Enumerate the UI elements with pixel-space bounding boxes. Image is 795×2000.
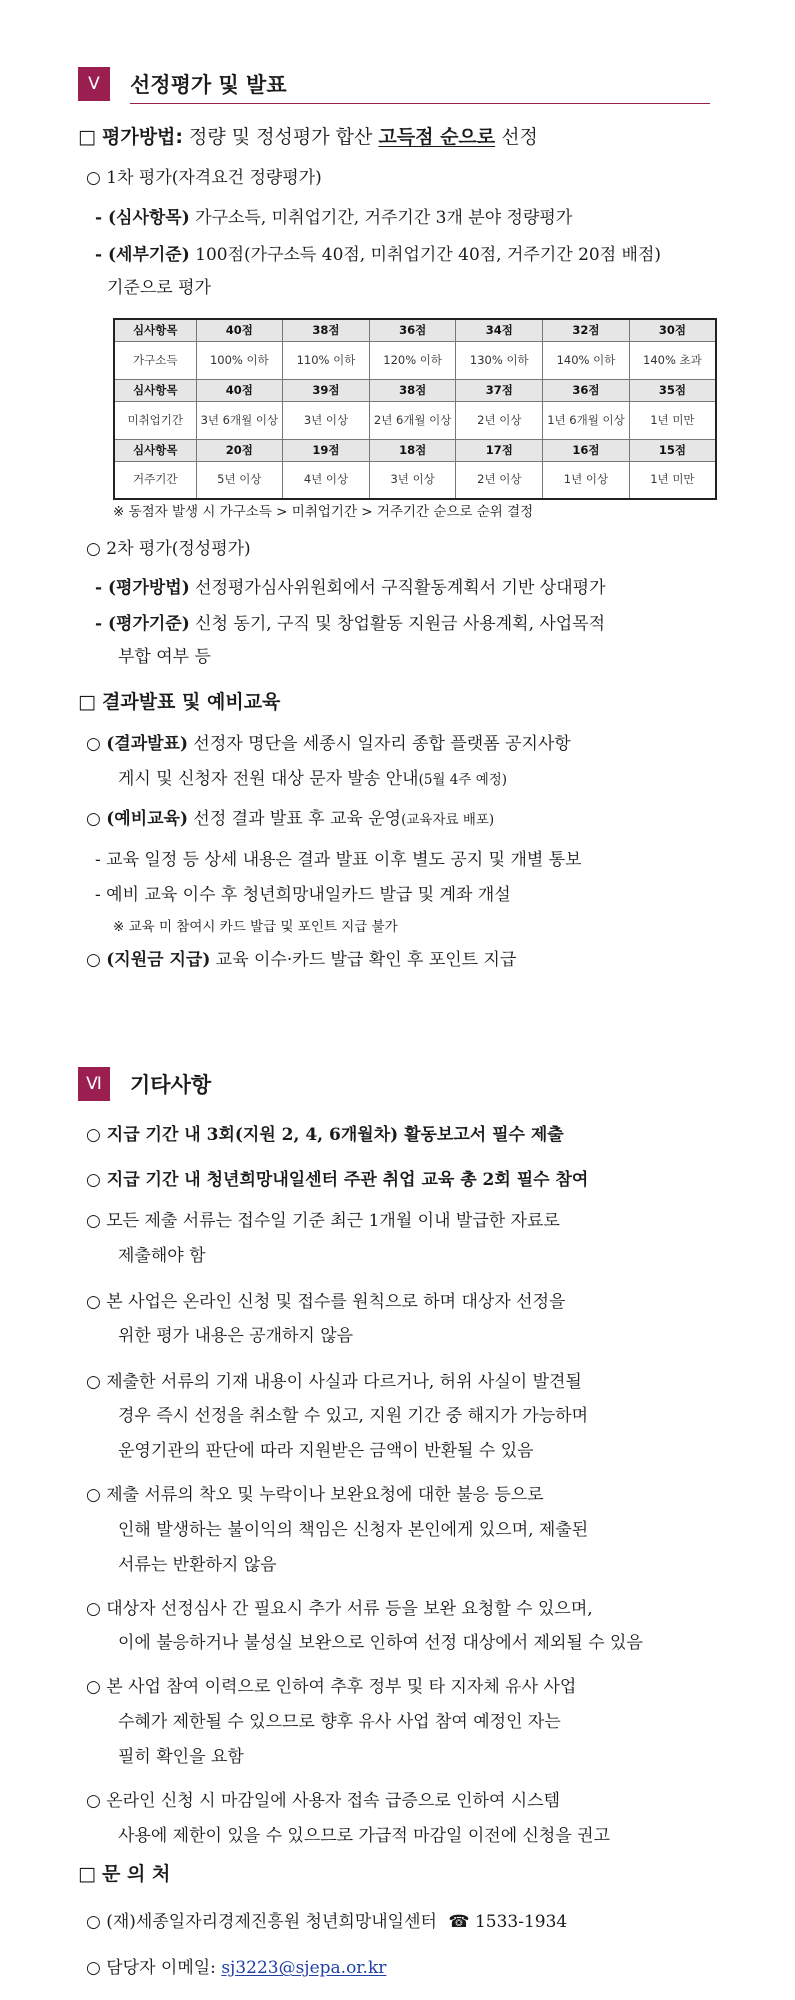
circle-icon: ○	[86, 1292, 101, 1312]
education-requirement: ○ 지급 기간 내 청년희망내일센터 주관 취업 교육 총 2회 필수 참여	[86, 1170, 589, 1190]
circle-icon: ○	[86, 1372, 101, 1392]
contact-phone: 1533-1934	[474, 1912, 568, 1932]
circle-icon: ○	[86, 1677, 101, 1697]
notice-7: ○ 온라인 신청 시 마감일에 사용자 접속 급증으로 인하여 시스템	[86, 1791, 561, 1811]
circle-icon: ○	[86, 1791, 101, 1811]
notice-1: ○ 모든 제출 서류는 접수일 기준 최근 1개월 이내 발급한 자료로	[86, 1211, 560, 1231]
notice-4-cont-1: 인해 발생하는 불이익의 책임은 신청자 본인에게 있으며, 제출된	[118, 1520, 589, 1540]
notice-6-cont-1: 수혜가 제한될 수 있으므로 향후 유사 사업 참여 예정인 자는	[118, 1712, 561, 1732]
circle-icon: ○	[86, 1170, 101, 1190]
circle-icon: ○	[86, 1485, 101, 1505]
pre-education-note: ※ 교육 미 참여시 카드 발급 및 포인트 지급 불가	[113, 919, 398, 935]
pre-education-detail-1: - 교육 일정 등 상세 내용은 결과 발표 이후 별도 공지 및 개별 통보	[95, 850, 582, 870]
section-5-header	[78, 64, 710, 104]
notice-6-cont-2: 필히 확인을 요함	[118, 1747, 244, 1767]
second-eval-line: ○ 2차 평가(정성평가)	[86, 539, 251, 559]
contact-org-line: ○ (재)세종일자리경제진흥원 청년희망내일센터 ☎ 1533-1934	[86, 1912, 568, 1932]
pre-education-line: ○ (예비교육) 선정 결과 발표 후 교육 운영(교육자료 배포)	[86, 809, 495, 829]
fund-payment-line: ○ (지원금 지급) 교육 이수·카드 발급 확인 후 포인트 지급	[86, 950, 517, 970]
circle-icon: ○	[86, 168, 101, 188]
square-icon: □	[78, 126, 96, 148]
section-6-header	[78, 1064, 710, 1104]
table-row: 심사항목 20점 19점 18점 17점 16점 15점	[114, 439, 716, 461]
circle-icon: ○	[86, 1125, 101, 1145]
contact-email-link[interactable]: sj3223@sjepa.or.kr	[221, 1958, 387, 1978]
detail-criteria-line-2: 기준으로 평가	[107, 278, 211, 298]
eval-method-line: □ 평가방법: 정량 및 정성평가 합산 고득점 순으로 선정	[78, 126, 538, 148]
section-6-number: Ⅵ	[78, 1067, 110, 1101]
notice-3-cont-2: 운영기관의 판단에 따라 지원받은 금액이 반환될 수 있음	[118, 1441, 534, 1461]
notice-4-cont-2: 서류는 반환하지 않음	[118, 1555, 277, 1575]
eval-method-highlight: 고득점 순으로	[378, 126, 496, 148]
circle-icon: ○	[86, 734, 101, 754]
contact-email-line: ○ 담당자 이메일: sj3223@sjepa.or.kr	[86, 1958, 387, 1978]
notice-1-cont: 제출해야 함	[118, 1246, 206, 1266]
circle-icon: ○	[86, 809, 101, 829]
section-6-title: 기타사항	[130, 1073, 212, 1097]
criteria-table	[113, 318, 717, 500]
result-announce-line: ○ (결과발표) 선정자 명단을 세종시 일자리 종합 플랫폼 공지사항	[86, 734, 571, 754]
first-eval-line: ○ 1차 평가(자격요건 정량평가)	[86, 168, 322, 188]
report-requirement: ○ 지급 기간 내 3회(지원 2, 4, 6개월차) 활동보고서 필수 제출	[86, 1125, 564, 1145]
review-items-line: - (심사항목) 가구소득, 미취업기간, 거주기간 3개 분야 정량평가	[95, 208, 573, 228]
section-5-title: 선정평가 및 발표	[130, 64, 710, 104]
second-criteria-line: - (평가기준) 신청 동기, 구직 및 창업활동 지원금 사용계획, 사업목적	[95, 614, 606, 634]
notice-3: ○ 제출한 서류의 기재 내용이 사실과 다르거나, 허위 사실이 발견될	[86, 1372, 582, 1392]
circle-icon: ○	[86, 1211, 101, 1231]
eval-method-label: 평가방법:	[102, 126, 184, 148]
notice-2-cont: 위한 평가 내용은 공개하지 않음	[118, 1326, 354, 1346]
second-method-line: - (평가방법) 선정평가심사위원회에서 구직활동계획서 기반 상대평가	[95, 578, 606, 598]
table-row: 거주기간 5년 이상 4년 이상 3년 이상 2년 이상 1년 이상 1년 미만	[114, 461, 716, 499]
result-heading: □ 결과발표 및 예비교육	[78, 691, 281, 713]
circle-icon: ○	[86, 950, 101, 970]
square-icon: □	[78, 691, 96, 713]
circle-icon: ○	[86, 539, 101, 559]
second-criteria-line-2: 부합 여부 등	[118, 647, 211, 667]
circle-icon: ○	[86, 1958, 101, 1978]
notice-5-cont: 이에 불응하거나 불성실 보완으로 인하여 선정 대상에서 제외될 수 있음	[118, 1633, 643, 1653]
section-5-number: Ⅴ	[78, 67, 110, 101]
phone-icon: ☎	[448, 1912, 470, 1932]
table-row: 심사항목 40점 39점 38점 37점 36점 35점	[114, 379, 716, 401]
detail-criteria-line: - (세부기준) 100점(가구소득 40점, 미취업기간 40점, 거주기간 20점 배점)	[95, 245, 662, 265]
notice-5: ○ 대상자 선정심사 간 필요시 추가 서류 등을 보완 요청할 수 있으며,	[86, 1599, 593, 1619]
notice-4: ○ 제출 서류의 착오 및 누락이나 보완요청에 대한 불응 등으로	[86, 1485, 544, 1505]
circle-icon: ○	[86, 1599, 101, 1619]
circle-icon: ○	[86, 1912, 101, 1932]
notice-3-cont-1: 경우 즉시 선정을 취소할 수 있고, 지원 기간 중 해지가 가능하며	[118, 1406, 588, 1426]
notice-6: ○ 본 사업 참여 이력으로 인하여 추후 정부 및 타 지자체 유사 사업	[86, 1677, 577, 1697]
pre-education-detail-2: - 예비 교육 이수 후 청년희망내일카드 발급 및 계좌 개설	[95, 885, 511, 905]
contact-heading: □ 문 의 처	[78, 1863, 171, 1885]
table-row: 가구소득 100% 이하 110% 이하 120% 이하 130% 이하 140% 이하 140% 초과	[114, 341, 716, 379]
notice-2: ○ 본 사업은 온라인 신청 및 접수를 원칙으로 하며 대상자 선정을	[86, 1292, 566, 1312]
square-icon: □	[78, 1863, 96, 1885]
table-row: 미취업기간 3년 6개월 이상 3년 이상 2년 6개월 이상 2년 이상 1년 6개월 이상 1년 미만	[114, 401, 716, 439]
table-row: 심사항목 40점 38점 36점 34점 32점 30점	[114, 319, 716, 341]
notice-7-cont: 사용에 제한이 있을 수 있으므로 가급적 마감일 이전에 신청을 권고	[118, 1826, 611, 1846]
result-announce-line-2: 게시 및 신청자 전원 대상 문자 발송 안내(5월 4주 예정)	[118, 769, 508, 789]
tie-break-note: ※ 동점자 발생 시 가구소득 > 미취업기간 > 거주기간 순으로 순위 결정	[113, 504, 534, 520]
